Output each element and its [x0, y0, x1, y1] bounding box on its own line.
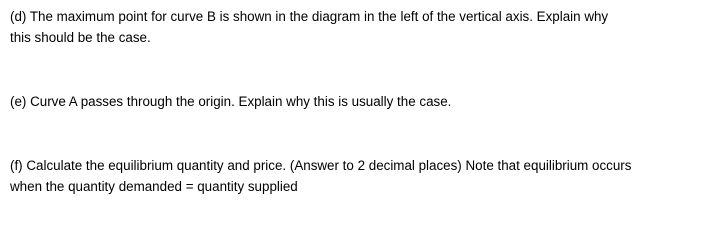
- question-f-line-2: when the quantity demanded = quantity supplied: [10, 179, 298, 194]
- question-d-line-1: (d) The maximum point for curve B is shown in the diagram in the left of the vertical axis. Explain why: [10, 9, 609, 24]
- question-f: [10, 155, 710, 197]
- question-e: [10, 91, 710, 112]
- question-e-line-1: (e) Curve A passes through the origin. Explain why this is usually the case.: [10, 94, 452, 109]
- question-d-line-2: this should be the case.: [10, 30, 151, 45]
- question-f-line-1: (f) Calculate the equilibrium quantity and price. (Answer to 2 decimal places) Note that equilibrium occurs: [10, 158, 632, 173]
- question-d: [10, 6, 710, 48]
